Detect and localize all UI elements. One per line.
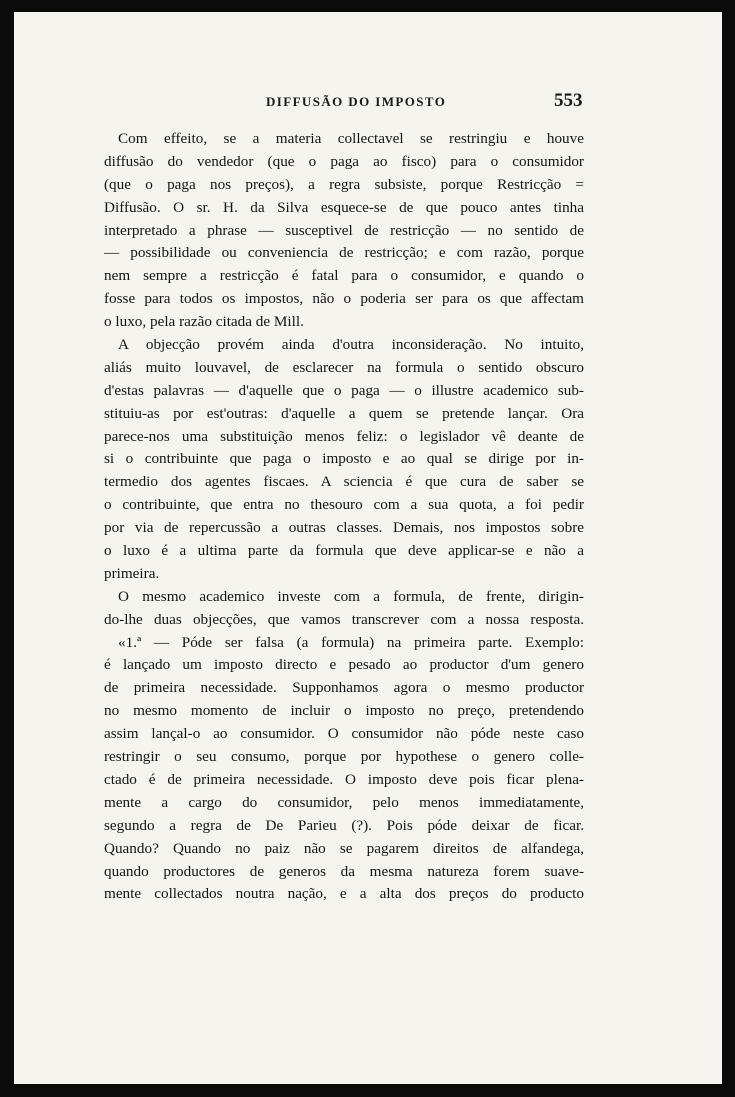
text-line: — possibilidade ou conveniencia de restricção; e com razão, porque [104,244,584,262]
text-line: O mesmo academico investe com a formula, de frente, dirigin- [118,587,584,605]
text-line: do-lhe duas objecções, que vamos transcrever com a nossa resposta. [104,610,584,628]
text-line: mente collectados noutra nação, e a alta dos preços do producto [104,885,584,903]
text-line: Quando? Quando no paiz não se pagarem direitos de alfandega, [104,839,584,857]
text-line: quando productores de generos da mesma natureza forem suave- [104,862,584,880]
text-line: stituiu-as por est'outras: d'aquelle a quem se pretende lançar. Ora [104,404,584,422]
text-line: no mesmo momento de incluir o imposto no preço, pretendendo [104,702,584,720]
text-line: o contribuinte, que entra no thesouro com a sua quota, a foi pedir [104,496,584,514]
book-page [14,12,722,1084]
text-line: por via de repercussão a outras classes. Demais, nos impostos sobre [104,519,584,537]
text-line: termedio dos agentes fiscaes. A sciencia é que cura de saber se [104,473,584,491]
text-line: «1.ª — Póde ser falsa (a formula) na primeira parte. Exemplo: [118,633,584,651]
text-line: nem sempre a restricção é fatal para o consumidor, e quando o [104,267,584,285]
text-line: de primeira necessidade. Supponhamos agora o mesmo productor [104,679,584,697]
text-line: assim lançal-o ao consumidor. O consumidor não póde neste caso [104,725,584,743]
text-line: primeira. [104,564,160,582]
text-line: interpretado a phrase — susceptivel de restricção — no sentido de [104,221,584,239]
text-line: é lançado um imposto directo e pesado ao productor d'um genero [104,656,584,674]
text-line: Diffusão. O sr. H. da Silva esquece-se de que pouco antes tinha [104,198,584,216]
running-title: DIFFUSÃO DO IMPOSTO [266,94,447,109]
body-text [104,128,584,906]
text-line: segundo a regra de De Parieu (?). Pois póde deixar de ficar. [104,816,584,834]
text-line: d'estas palavras — d'aquelle que o paga — o illustre academico sub- [104,381,584,399]
text-line: o luxo, pela razão citada de Mill. [104,313,304,331]
text-line: fosse para todos os impostos, não o poderia ser para os que affectam [104,290,584,308]
page-number: 553 [554,90,583,111]
text-line: restringir o seu consumo, porque por hypothese o genero colle- [104,748,584,766]
text-line: Com effeito, se a materia collectavel se restringiu e houve [118,130,584,147]
text-line: ctado é de primeira necessidade. O imposto deve pois ficar plena- [104,770,584,788]
text-line: mente a cargo do consumidor, pelo menos immediatamente, [104,793,584,811]
running-header [14,90,722,120]
text-line: si o contribuinte que paga o imposto e ao qual se dirige por in- [104,450,584,468]
text-line: parece-nos uma substituição menos feliz: o legislador vê deante de [104,427,584,445]
text-line: A objecção provém ainda d'outra inconsideração. No intuito, [118,336,584,354]
text-line: (que o paga nos preços), a regra subsiste, porque Restricção = [104,175,584,193]
text-line: aliás muito louvavel, de esclarecer na formula o sentido obscuro [104,358,584,376]
text-line: diffusão do vendedor (que o paga ao fisco) para o consumidor [104,152,584,170]
text-line: o luxo é a ultima parte da formula que deve applicar-se e não a [104,542,584,560]
